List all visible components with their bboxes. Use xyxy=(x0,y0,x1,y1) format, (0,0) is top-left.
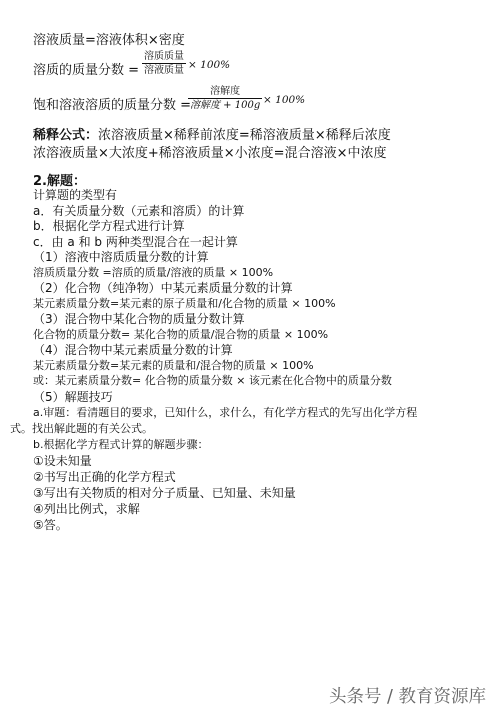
saturated-tail: × 100% xyxy=(263,94,306,106)
list-item: 溶质质量分数 =溶质的质量/溶液的质量 × 100% xyxy=(33,266,274,279)
tip-line: 式。找出解此题的有关公式。 xyxy=(10,422,153,435)
formula-saturated-label: 饱和溶液溶质的质量分数 = xyxy=(33,98,192,113)
tip-line: b.根据化学方程式计算的解题步骤： xyxy=(33,438,209,451)
list-item: （2）化合物（纯净物）中某元素质量分数的计算 xyxy=(33,281,293,295)
mass-fraction-denominator: 溶液质量 xyxy=(144,65,184,76)
mass-fraction-fraction xyxy=(142,50,186,77)
watermark: 头条号 / 教育资源库 xyxy=(328,687,486,707)
list-item: 或：某元素质量分数= 化合物的质量分数 × 该元素在化合物中的质量分数 xyxy=(33,374,392,387)
step-item: ④列出比例式，求解 xyxy=(33,502,140,516)
dilution-formula-1: 浓溶液质量×稀释前浓度=稀溶液质量×稀释后浓度 xyxy=(98,128,391,143)
section-heading: 2.解题： xyxy=(33,174,86,189)
formula-mass-fraction-label: 溶质的质量分数 = xyxy=(33,63,140,78)
list-item: 某元素质量分数=某元素的质量和/混合物的质量 × 100% xyxy=(33,359,314,372)
list-item: 计算题的类型有 xyxy=(33,188,118,202)
list-item: a．有关质量分数（元素和溶质）的计算 xyxy=(33,204,245,218)
step-item: ①设未知量 xyxy=(33,454,92,468)
step-item: ③写出有关物质的相对分子质量、已知量、未知量 xyxy=(33,486,296,500)
step-item: ②书写出正确的化学方程式 xyxy=(33,470,176,484)
list-item: 某元素质量分数=某元素的原子质量和/化合物的质量 × 100% xyxy=(33,297,336,310)
list-item: （4）混合物中某元素质量分数的计算 xyxy=(33,343,233,357)
dilution-formula-2: 浓溶液质量×大浓度+稀溶液质量×小浓度=混合溶液×中浓度 xyxy=(33,146,387,161)
saturated-numerator: 溶解度 xyxy=(188,85,262,99)
formula-solution-mass: 溶液质量=溶液体积×密度 xyxy=(33,33,185,48)
mass-fraction-tail: × 100% xyxy=(188,59,231,71)
tip-line: a.审题：看清题目的要求，已知什么，求什么，有化学方程式的先写出化学方程 xyxy=(33,406,418,419)
saturated-denominator: 溶解度 + 100g xyxy=(190,100,261,111)
dilution-line-1 xyxy=(33,124,391,143)
list-item: b．根据化学方程式进行计算 xyxy=(33,219,185,233)
dilution-title: 稀释公式： xyxy=(33,128,99,143)
list-item: （1）溶液中溶质质量分数的计算 xyxy=(33,250,209,264)
list-item: 化合物的质量分数= 某化合物的质量/混合物的质量 × 100% xyxy=(33,328,329,341)
mass-fraction-numerator: 溶质质量 xyxy=(144,51,184,62)
step-item: ⑤答。 xyxy=(33,518,68,532)
list-item: （5）解题技巧 xyxy=(33,390,113,404)
list-item: c．由 a 和 b 两种类型混合在一起计算 xyxy=(33,235,238,249)
list-item: （3）混合物中某化合物的质量分数计算 xyxy=(33,312,245,326)
saturated-fraction xyxy=(188,85,262,112)
